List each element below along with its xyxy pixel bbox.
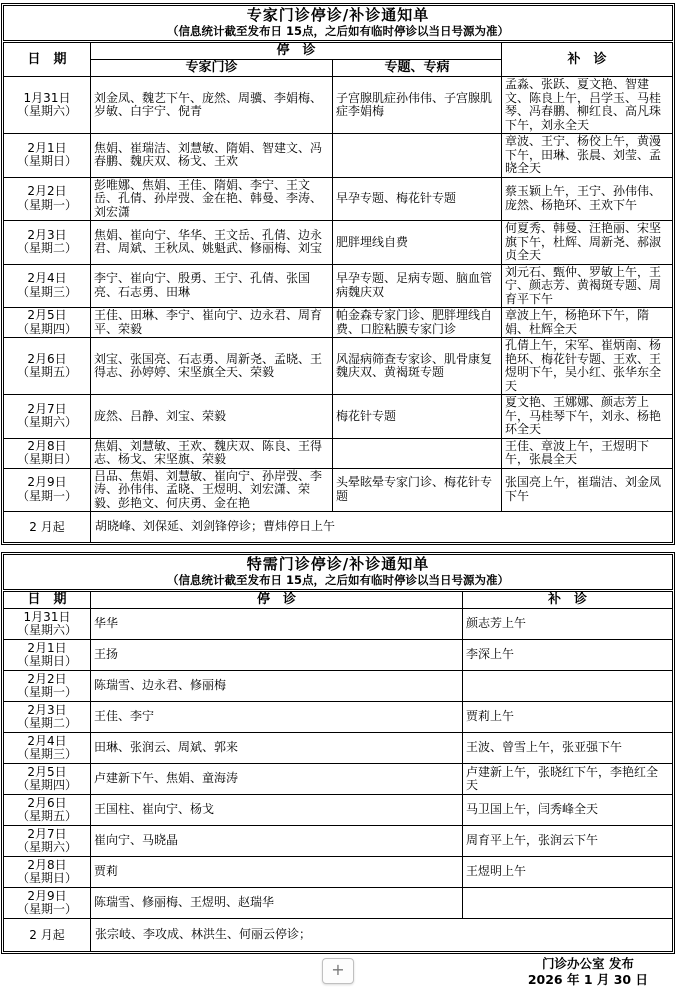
stop-cell: 田琳、张润云、周斌、郭来 [91,733,463,764]
topic-cell: 帕金森专家门诊、肥胖埋线自费、口腔粘膜专家门诊 [333,308,502,338]
col-header-makeup: 补 诊 [463,592,673,609]
table-row [4,609,673,640]
makeup-cell: 夏文艳、王娜娜、颜志芳上午，马桂琴下午，刘永、杨艳环全天 [502,395,673,439]
stop-cell: 陈瑞雪、修丽梅、王煜明、赵瑞华 [91,888,463,919]
col-header-makeup: 补 诊 [502,43,673,77]
date-cell: 2月6日 （星期五） [4,338,91,395]
makeup-cell: 马卫国上午，闫秀峰全天 [463,795,673,826]
date-cell: 2 月起 [4,919,91,952]
col-header-stop: 停 诊 [91,592,463,609]
table-row [4,438,673,468]
date-cell: 2月9日 （星期一） [4,468,91,512]
col-header-date: 日 期 [4,43,91,77]
stop-cell: 陈瑞雪、边永君、修丽梅 [91,671,463,702]
date-cell: 2月5日 （星期四） [4,764,91,795]
table-row [4,468,673,512]
stop-cell: 王国柱、崔向宁、杨戈 [91,795,463,826]
publisher-name: 门诊办公室 发布 [541,956,634,971]
stop-cell: 李宁、崔向宁、殷勇、王宁、孔倩、张国亮、石志勇、田琳 [91,264,333,308]
table-row [4,826,673,857]
topic-cell: 早孕专题、梅花针专题 [333,177,502,221]
table-row [4,134,673,178]
stop-cell: 刘宝、张国亮、石志勇、周新尧、孟晓、王得志、孙婷婷、宋坚旗全天、荣毅 [91,338,333,395]
date-cell: 2月6日 （星期五） [4,795,91,826]
stop-cell: 华华 [91,609,463,640]
stop-cell: 卢建新下午、焦娟、童海涛 [91,764,463,795]
makeup-cell: 刘元石、甄仲、罗敏上午，王宁、颜志芳、黄褐斑专题、周育平下午 [502,264,673,308]
date-cell: 2月3日 （星期二） [4,702,91,733]
merged-note-row [4,919,673,952]
makeup-cell: 贾莉上午 [463,702,673,733]
stop-cell: 王佳、田琳、李宁、崔向宁、边永君、周育平、荣毅 [91,308,333,338]
date-cell: 2月7日 （星期六） [4,826,91,857]
expert-table-header [4,43,673,77]
note-cell: 张宗岐、李攻成、林洪生、何丽云停诊； [91,919,673,952]
table-row [4,857,673,888]
topic-cell: 早孕专题、足病专题、脑血管病魏庆双 [333,264,502,308]
makeup-cell: 卢建新上午，张晓红下午，李艳红全天 [463,764,673,795]
date-cell: 1月31日 （星期六） [4,77,91,134]
table-row [4,702,673,733]
topic-cell: 头晕眩晕专家门诊、梅花针专题 [333,468,502,512]
table-row [4,795,673,826]
stop-cell: 彭唯娜、焦娟、王佳、隋娟、李宁、王文岳、孔倩、孙岸弢、金在艳、韩曼、李涛、刘宏潇 [91,177,333,221]
topic-cell: 风湿病筛查专家诊、肌骨康复魏庆双、黄褐斑专题 [333,338,502,395]
publisher-block [528,956,648,988]
topic-cell: 子宫腺肌症孙伟伟、子宫腺肌症李娟梅 [333,77,502,134]
makeup-cell: 孟淼、张跃、夏文艳、智建文、陈良上午，吕学玉、马桂琴、冯春鹏、柳红良、高凡珠下午，刘永全天 [502,77,673,134]
makeup-cell: 王佳、章波上午，王煜明下午，张晨全天 [502,438,673,468]
makeup-cell: 颜志芳上午 [463,609,673,640]
table-row [4,338,673,395]
table-row [4,77,673,134]
makeup-cell: 李深上午 [463,640,673,671]
date-cell: 2月3日 （星期二） [4,221,91,265]
makeup-cell: 蔡玉颖上午，王宁、孙伟伟、庞然、杨艳环、王欢下午 [502,177,673,221]
stop-cell: 王佳、李宁 [91,702,463,733]
makeup-cell: 王煜明上午 [463,857,673,888]
col-header-stop-group: 停 诊 [91,43,502,60]
special-notice-titlebox [3,554,673,590]
makeup-cell: 孔倩上午，宋军、崔炳南、杨艳环、梅花针专题、王欢、王煜明下午，吴小红、张华东全天 [502,338,673,395]
stop-cell: 焦娟、崔瑞洁、刘慧敏、隋娟、智建文、冯春鹏、魏庆双、杨戈、王欢 [91,134,333,178]
topic-cell [333,438,502,468]
special-table-header [4,592,673,609]
date-cell: 2月7日 （星期六） [4,395,91,439]
stop-cell: 吕品、焦娟、刘慧敏、崔向宁、孙岸弢、李涛、孙伟伟、孟晓、王煜明、刘宏潇、荣毅、彭艳文、何庆勇、金在艳 [91,468,333,512]
table-row [4,640,673,671]
makeup-cell: 何夏秀、韩曼、汪艳丽、宋坚旗下午，杜辉、周新尧、郝淑贞全天 [502,221,673,265]
stop-cell: 崔向宁、马晓晶 [91,826,463,857]
makeup-cell [463,671,673,702]
special-notice-title: 特需门诊停诊/补诊通知单 [246,555,430,573]
date-cell: 2月4日 （星期三） [4,733,91,764]
date-cell: 2月5日 （星期四） [4,308,91,338]
date-cell: 2月9日 （星期一） [4,888,91,919]
date-cell: 2月1日 （星期日） [4,640,91,671]
special-notice-subtitle: （信息统计截至发布日 15点，之后如有临时停诊以当日号源为准） [166,573,509,587]
table-row [4,308,673,338]
table-row [4,177,673,221]
expand-plus-button[interactable]: + [322,958,354,984]
topic-cell: 梅花针专题 [333,395,502,439]
makeup-cell [463,888,673,919]
stop-cell: 焦娟、崔向宁、华华、王文岳、孔倩、边永君、周斌、王秋凤、姚魁武、修丽梅、刘宝 [91,221,333,265]
publish-date: 2026 年 1 月 30 日 [527,972,648,987]
expert-notice-title: 专家门诊停诊/补诊通知单 [246,6,430,24]
special-notice-sheet [1,552,675,954]
expert-notice-table [3,42,673,543]
date-cell: 2月8日 （星期日） [4,438,91,468]
makeup-cell: 王波、曾雪上午，张亚强下午 [463,733,673,764]
expert-notice-titlebox [3,5,673,41]
stop-cell: 刘金凤、魏艺下午、庞然、周骥、李娟梅、岁敏、白宇宁、倪青 [91,77,333,134]
page-footer [0,956,676,992]
date-cell: 2月1日 （星期日） [4,134,91,178]
special-notice-table [3,591,673,952]
expert-notice-sheet [1,3,675,545]
date-cell: 2月8日 （星期日） [4,857,91,888]
table-row [4,733,673,764]
topic-cell: 肥胖埋线自费 [333,221,502,265]
col-header-date: 日 期 [4,592,91,609]
note-cell: 胡晓峰、刘保延、刘剑锋停诊；曹炜停日上午 [91,512,673,543]
date-cell: 2 月起 [4,512,91,543]
stop-cell: 庞然、吕静、刘宝、荣毅 [91,395,333,439]
table-row [4,395,673,439]
stop-cell: 贾莉 [91,857,463,888]
table-row [4,888,673,919]
col-header-topic: 专题、专病 [333,60,502,77]
makeup-cell: 章波、王宁、杨佼上午，黄漫下午，田琳、张晨、刘莹、孟晓全天 [502,134,673,178]
makeup-cell: 章波上午，杨艳环下午，隋娟、杜辉全天 [502,308,673,338]
stop-cell: 王扬 [91,640,463,671]
topic-cell [333,134,502,178]
table-row [4,264,673,308]
date-cell: 1月31日 （星期六） [4,609,91,640]
makeup-cell: 张国亮上午，崔瑞洁、刘金凤下午 [502,468,673,512]
makeup-cell: 周育平上午，张润云下午 [463,826,673,857]
table-row [4,671,673,702]
merged-note-row [4,512,673,543]
date-cell: 2月2日 （星期一） [4,177,91,221]
table-row [4,221,673,265]
col-header-expert: 专家门诊 [91,60,333,77]
date-cell: 2月2日 （星期一） [4,671,91,702]
table-row [4,764,673,795]
date-cell: 2月4日 （星期三） [4,264,91,308]
stop-cell: 焦娟、刘慧敏、王欢、魏庆双、陈良、王得志、杨戈、宋坚旗、荣毅 [91,438,333,468]
expert-notice-subtitle: （信息统计截至发布日 15点，之后如有临时停诊以当日号源为准） [166,24,509,38]
